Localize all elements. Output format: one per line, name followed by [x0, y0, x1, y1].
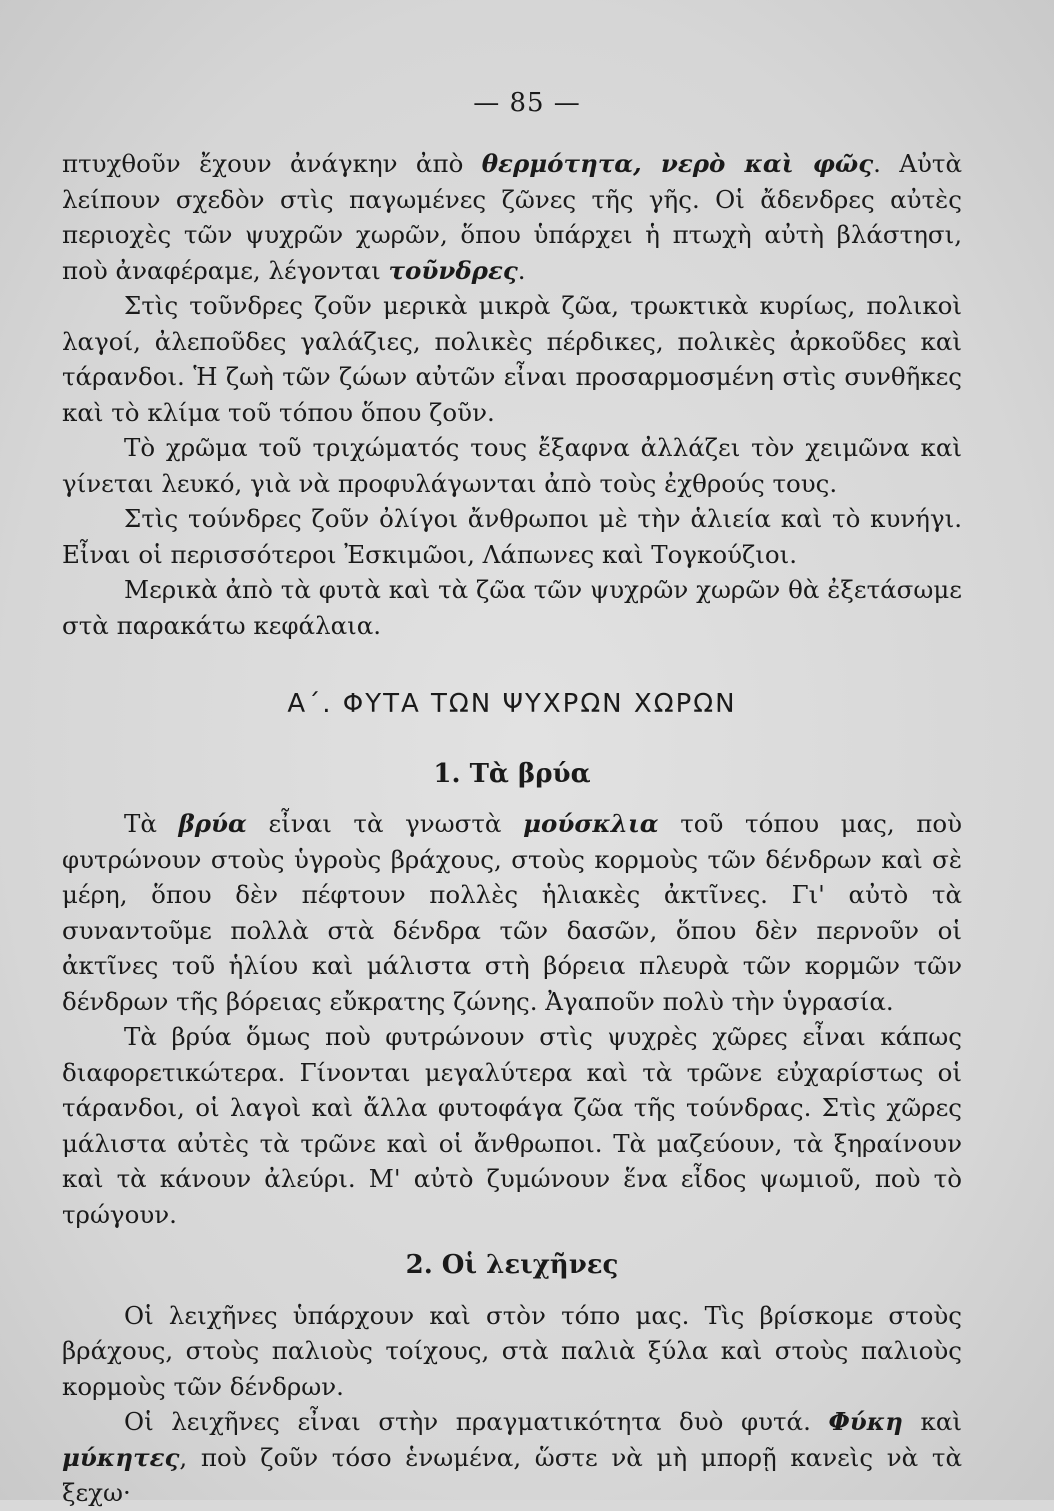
- intro-paragraph-2: Στὶς τοῦνδρες ζοῦν μερικὰ μικρὰ ζῶα, τρωκτικὰ κυρίως, πολικοὶ λαγοί, ἀλεποῦδες γαλάζιες, πολικὲς πέρδικες, πολικὲς ἀρκοῦδες καὶ τάρανδοι. Ἡ ζωὴ τῶν ζώων αὐτῶν εἶναι προσαρμοσμένη στὶς συνθῆκες καὶ τὸ κλίμα τοῦ τόπου ὅπου ζοῦν.: [62, 291, 962, 427]
- page-body: [62, 146, 962, 1511]
- emphasis-term: τοῦνδρες: [388, 255, 518, 285]
- mosses-paragraph-1: Τὰ βρύα εἶναι τὰ γνωστὰ μούσκλια τοῦ τόπου μας, ποὺ φυτρώνουν στοὺς ὑγροὺς βράχους, στοὺς κορμοὺς τῶν δένδρων καὶ σὲ μέρη, ὅπου δὲν πέφτουν πολλὲς ἡλιακὲς ἀκτῖνες. Γι' αὐτὸ τὰ συναντοῦμε πολλὰ στὰ δένδρα τῶν δασῶν, ὅπου δὲν περνοῦν οἱ ἀκτῖνες τοῦ ἡλίου καὶ μάλιστα στὴ βόρεια πλευρὰ τῶν κορμῶν τῶν δένδρων τῆς βόρειας εὔκρατης ζώνης. Ἀγαποῦν πολὺ τὴν ὑγρασία.: [62, 809, 962, 1016]
- intro-paragraph-4: Στὶς τούνδρες ζοῦν ὀλίγοι ἄνθρωποι μὲ τὴν ἁλιεία καὶ τὸ κυνήγι. Εἶναι οἱ περισσότεροι Ἐσκιμῶοι, Λάπωνες καὶ Τογκούζιοι.: [62, 504, 962, 569]
- emphasis-term: Φύκη: [828, 1407, 903, 1436]
- mosses-paragraph-2: Τὰ βρύα ὅμως ποὺ φυτρώνουν στὶς ψυχρὲς χῶρες εἶναι κάπως διαφορετικώτερα. Γίνονται μεγαλύτερα καὶ τὰ τρῶνε εὐχαρίστως οἱ τάρανδοι, οἱ λαγοὶ καὶ ἄλλα φυτοφάγα ζῶα τῆς τούνδρας. Στὶς χῶρες μάλιστα αὐτὲς τὰ τρῶνε καὶ οἱ ἄνθρωποι. Τὰ μαζεύουν, τὰ ξηραίνουν καὶ τὰ κάνουν ἀλεύρι. Μ' αὐτὸ ζυμώνουν ἕνα εἶδος ψωμιοῦ, ποὺ τὸ τρώγουν.: [62, 1022, 962, 1229]
- emphasis-term: μούσκλια: [523, 809, 659, 838]
- emphasis-term: βρύα: [178, 809, 247, 838]
- page-number: — 85 —: [473, 88, 581, 118]
- intro-paragraph-5: Μερικὰ ἀπὸ τὰ φυτὰ καὶ τὰ ζῶα τῶν ψυχρῶν χωρῶν θὰ ἐξετάσωμε στὰ παρακάτω κεφάλαια.: [62, 575, 962, 640]
- emphasis-term: μύκητες: [62, 1442, 180, 1472]
- intro-paragraph-3: Τὸ χρῶμα τοῦ τριχώματός τους ἔξαφνα ἀλλάζει τὸν χειμῶνα καὶ γίνεται λευκό, γιὰ νὰ προφυλάγωνται ἀπὸ τοὺς ἐχθρούς τους.: [62, 433, 962, 498]
- section-title: Α΄. ΦΥΤΑ ΤΩΝ ΨΥΧΡΩΝ ΧΩΡΩΝ: [287, 689, 737, 719]
- lichens-paragraph-2: Οἱ λειχῆνες εἶναι στὴν πραγματικότητα δυὸ φυτά. Φύκη καὶ μύκητες, ποὺ ζοῦν τόσο ἑνωμένα, ὥστε νὰ μὴ μπορῇ κανεὶς νὰ τὰ ξεχω·: [62, 1407, 962, 1507]
- intro-paragraph-1: πτυχθοῦν ἔχουν ἀνάγκην ἀπὸ θερμότητα, νερὸ καὶ φῶς. Αὐτὰ λείπουν σχεδὸν στὶς παγωμένες ζῶνες τῆς γῆς. Οἱ ἄδενδρες αὐτὲς περιοχὲς τῶν ψυχρῶν χωρῶν, ὅπου ὑπάρχει ἡ πτωχὴ αὐτὴ βλάστησι, ποὺ ἀναφέραμε, λέγονται τοῦνδρες.: [62, 149, 962, 285]
- subsection-title-lichens: 2. Οἱ λειχῆνες: [405, 1250, 619, 1280]
- emphasis-term: θερμότητα, νερὸ καὶ φῶς: [481, 149, 874, 178]
- subsection-title-mosses: 1. Τὰ βρύα: [433, 758, 591, 789]
- lichens-paragraph-1: Οἱ λειχῆνες ὑπάρχουν καὶ στὸν τόπο μας. Τὶς βρίσκομε στοὺς βράχους, στοὺς παλιοὺς τοίχους, στὰ παλιὰ ξύλα καὶ στοὺς παλιοὺς κορμοὺς τῶν δένδρων.: [62, 1300, 962, 1401]
